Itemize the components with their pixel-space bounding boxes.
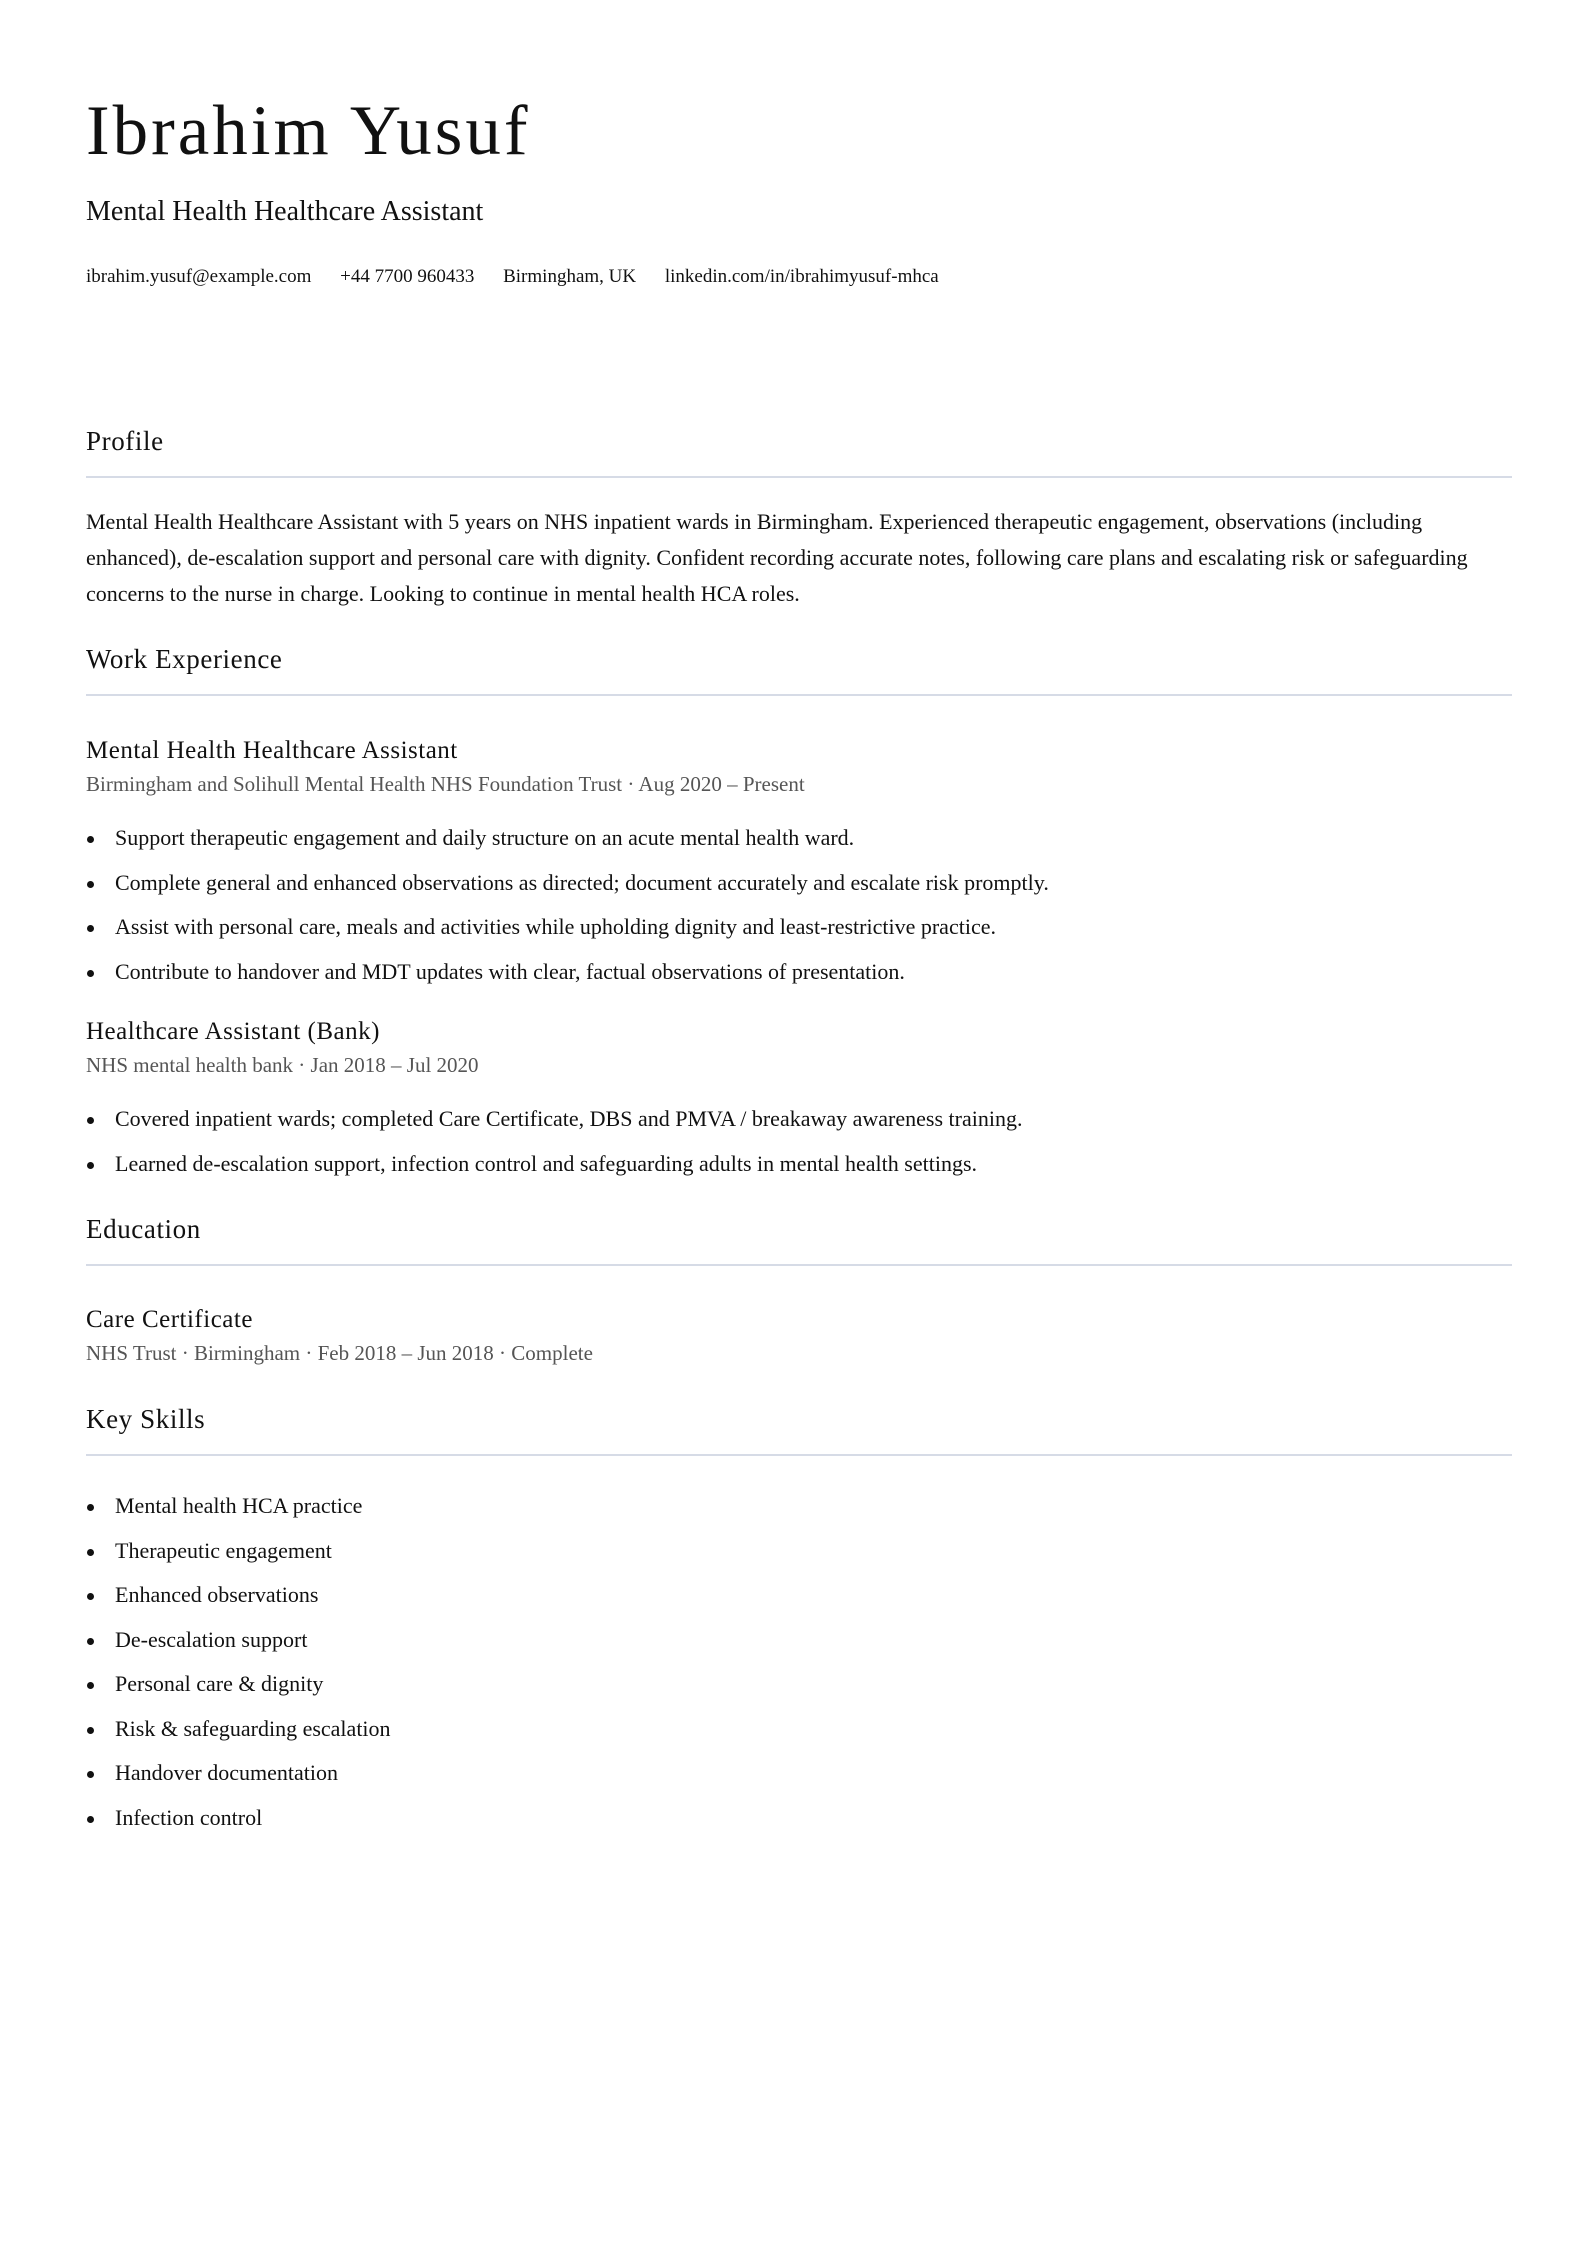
section-heading-experience: Work Experience: [86, 644, 283, 674]
job-bullet: Support therapeutic engagement and daily structure on an acute mental health ward.: [86, 816, 1512, 861]
education-meta: NHS Trust · Birmingham · Feb 2018 – Jun 2018 · Complete: [86, 1341, 593, 1365]
job-bullet: Assist with personal care, meals and activities while upholding dignity and least-restrictive practice.: [86, 905, 1512, 950]
section-heading-skills: Key Skills: [86, 1404, 206, 1434]
job-bullet: Complete general and enhanced observations as directed; document accurately and escalate risk promptly.: [86, 861, 1512, 906]
contact-email[interactable]: ibrahim.yusuf@example.com: [86, 266, 312, 287]
job-bullet: Learned de-escalation support, infection control and safeguarding adults in mental health settings.: [86, 1142, 1512, 1187]
job-title: Healthcare Assistant (Bank): [86, 1018, 380, 1045]
section-divider: [86, 476, 1512, 478]
candidate-name: Ibrahim Yusuf: [86, 92, 531, 170]
candidate-title: Mental Health Healthcare Assistant: [86, 196, 484, 227]
skill-item: Infection control: [86, 1796, 1512, 1841]
contact-linkedin[interactable]: linkedin.com/in/ibrahimyusuf-mhca: [664, 266, 939, 287]
skill-item: Mental health HCA practice: [86, 1484, 1512, 1529]
job-meta: NHS mental health bank · Jan 2018 – Jul 2020: [86, 1053, 479, 1077]
skills-list: [86, 1484, 1512, 1840]
skill-item: Personal care & dignity: [86, 1662, 1512, 1707]
section-heading-profile: Profile: [86, 426, 164, 456]
job-meta: Birmingham and Solihull Mental Health NHS Foundation Trust · Aug 2020 – Present: [86, 772, 805, 796]
profile-summary: Mental Health Healthcare Assistant with 5 years on NHS inpatient wards in Birmingham. Experienced therapeutic engagement, observations (including enhanced), de-escalation support and personal care with dignity. Confident recording accurate notes, following care plans and escalating risk or safeguarding concerns to the nurse in charge. Looking to continue in mental health HCA roles.: [86, 509, 1468, 606]
job-bullets: [86, 816, 1512, 994]
contact-location: Birmingham, UK: [503, 266, 637, 287]
skill-item: Handover documentation: [86, 1751, 1512, 1796]
contact-phone[interactable]: +44 7700 960433: [340, 266, 475, 287]
job-bullet: Covered inpatient wards; completed Care Certificate, DBS and PMVA / breakaway awareness training.: [86, 1097, 1512, 1142]
job-title: Mental Health Healthcare Assistant: [86, 737, 458, 764]
skill-item: Therapeutic engagement: [86, 1529, 1512, 1574]
section-divider: [86, 1264, 1512, 1266]
job-bullets: [86, 1097, 1512, 1186]
skill-item: Enhanced observations: [86, 1573, 1512, 1618]
section-divider: [86, 694, 1512, 696]
skill-item: De-escalation support: [86, 1618, 1512, 1663]
education-title: Care Certificate: [86, 1306, 253, 1333]
section-divider: [86, 1454, 1512, 1456]
section-heading-education: Education: [86, 1214, 201, 1244]
job-bullet: Contribute to handover and MDT updates with clear, factual observations of presentation.: [86, 950, 1512, 995]
skill-item: Risk & safeguarding escalation: [86, 1707, 1512, 1752]
contact-line: [86, 267, 939, 286]
